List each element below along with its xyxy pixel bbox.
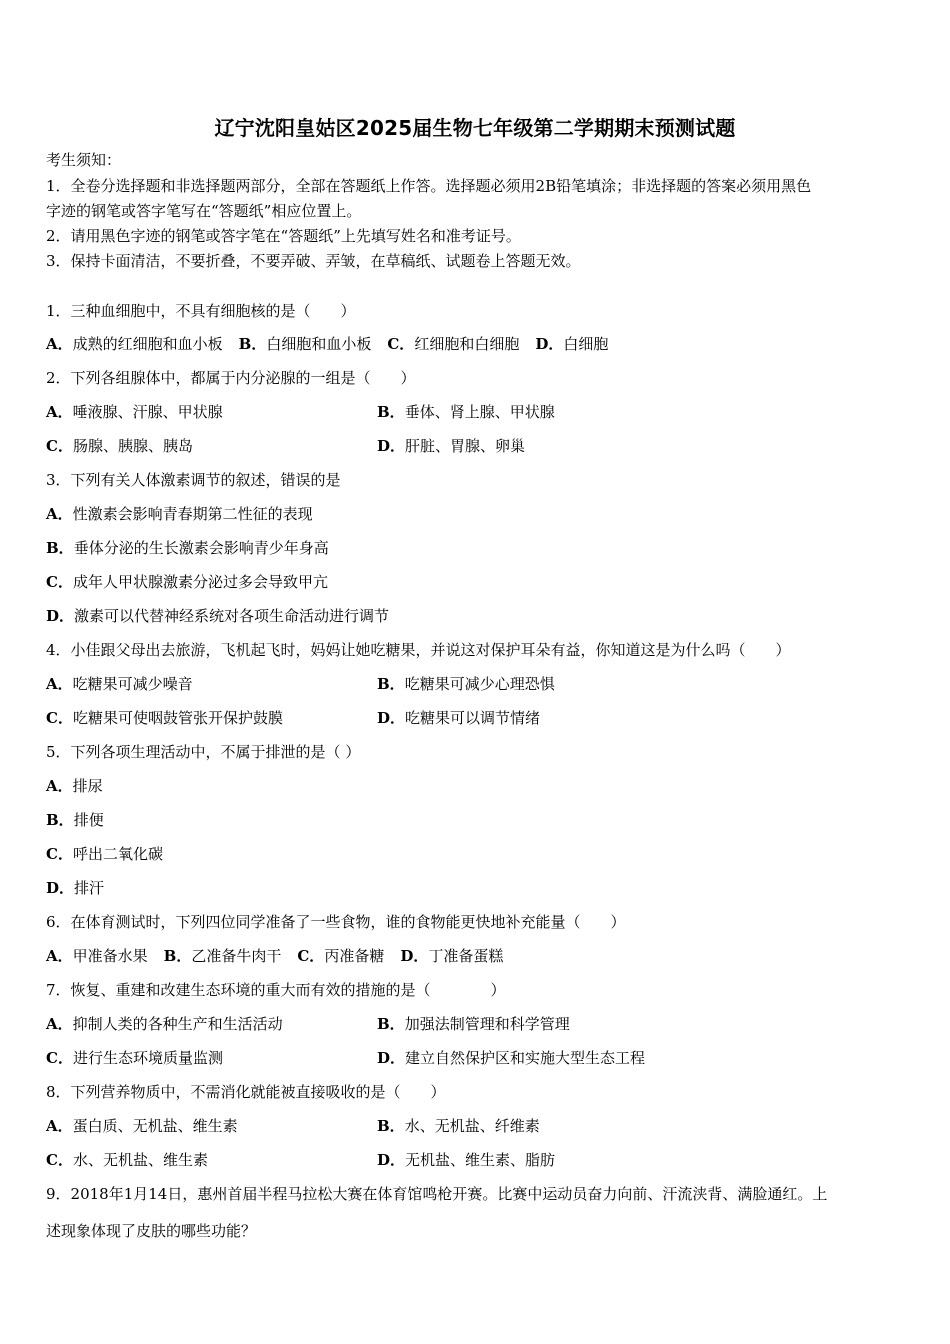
notice-line: 1．全卷分选择题和非选择题两部分，全部在答题纸上作答。选择题必须用2B铅笔填涂；非选择题的答案必须用黑色: [46, 177, 812, 195]
question-stem-continued: 述现象体现了皮肤的哪些功能？: [46, 1222, 257, 1240]
option-label: A．: [46, 947, 73, 965]
option-row: [46, 334, 608, 354]
option-text: 抑制人类的各种生产和生活活动: [72, 1015, 283, 1033]
option: [46, 1048, 223, 1068]
option: [46, 674, 193, 694]
option-label: B．: [163, 947, 192, 965]
option: [377, 1048, 645, 1068]
option: [46, 402, 223, 422]
option-label: D．: [46, 607, 75, 625]
option-label: B．: [46, 811, 74, 829]
option-row: [46, 946, 503, 966]
option: [46, 1150, 208, 1170]
notice-heading: 考生须知：: [46, 151, 122, 169]
option-text: 白细胞: [563, 335, 609, 353]
option-text: 唾液腺、汗腺、甲状腺: [72, 403, 223, 421]
option-label: A．: [46, 403, 73, 421]
option-label: A．: [46, 335, 73, 353]
option-text: 吃糖果可减少心理恐惧: [404, 675, 555, 693]
option-label: B．: [238, 335, 267, 353]
option: [46, 504, 313, 524]
option-label: D．: [377, 437, 406, 455]
option: [377, 402, 555, 422]
option-label: D．: [377, 1049, 406, 1067]
option-text: 蛋白质、无机盐、维生素: [72, 1117, 238, 1135]
option-label: D．: [377, 709, 406, 727]
option: [46, 436, 193, 456]
option-label: B．: [377, 403, 405, 421]
option: [46, 1116, 238, 1136]
option-text: 白细胞和血小板: [266, 335, 372, 353]
question-stem: 5．下列各项生理活动中，不属于排泄的是（ ）: [46, 743, 361, 761]
option: [46, 776, 103, 796]
option-text: 垂体、肾上腺、甲状腺: [404, 403, 555, 421]
option-label: A．: [46, 505, 73, 523]
option-label: B．: [377, 1015, 405, 1033]
question-stem: 7．恢复、重建和改建生态环境的重大而有效的措施的是（ ）: [46, 981, 506, 999]
option-text: 无机盐、维生素、脂肪: [405, 1151, 556, 1169]
option-text: 进行生态环境质量监测: [72, 1049, 223, 1067]
option-text: 吃糖果可使咽鼓管张开保护鼓膜: [72, 709, 283, 727]
option-text: 肠腺、胰腺、胰岛: [72, 437, 193, 455]
question-stem: 1．三种血细胞中，不具有细胞核的是（ ）: [46, 302, 356, 320]
notice-line: 2．请用黑色字迹的钢笔或答字笔在“答题纸”上先填写姓名和准考证号。: [46, 227, 521, 245]
option-label: B．: [46, 539, 74, 557]
option-label: A．: [46, 675, 73, 693]
option-label: A．: [46, 777, 73, 795]
option-label: C．: [46, 709, 73, 727]
option: [377, 1014, 570, 1034]
option-text: 排汗: [74, 879, 105, 897]
option-text: 乙准备牛肉干: [191, 947, 282, 965]
option-text: 垂体分泌的生长激素会影响青少年身高: [73, 539, 329, 557]
option-text: 建立自然保护区和实施大型生态工程: [405, 1049, 646, 1067]
option-text: 性激素会影响青春期第二性征的表现: [72, 505, 313, 523]
question-stem: 4．小佳跟父母出去旅游，飞机起飞时，妈妈让她吃糖果，并说这对保护耳朵有益，你知道这是为什么吗（ ）: [46, 641, 791, 659]
option-label: C．: [297, 947, 325, 965]
question-stem: 9．2018年1月14日，惠州首届半程马拉松大赛在体育馆鸣枪开赛。比赛中运动员奋力向前、汗流浃背、满脸通红。上: [46, 1185, 828, 1203]
option-label: C．: [46, 1049, 73, 1067]
option: [377, 708, 540, 728]
option-text: 肝脏、胃腺、卵巢: [405, 437, 526, 455]
option: [46, 878, 104, 898]
question-stem: 2．下列各组腺体中，都属于内分泌腺的一组是（ ）: [46, 369, 416, 387]
option-label: D．: [46, 879, 75, 897]
option-label: A．: [46, 1117, 73, 1135]
option: [46, 1014, 283, 1034]
option-text: 激素可以代替神经系统对各项生命活动进行调节: [74, 607, 390, 625]
option-label: C．: [46, 1151, 73, 1169]
option-text: 排尿: [72, 777, 103, 795]
option-label: C．: [46, 573, 73, 591]
option-label: D．: [535, 335, 564, 353]
option-label: C．: [46, 437, 73, 455]
notice-line: 字迹的钢笔或答字笔写在“答题纸”相应位置上。: [46, 202, 362, 220]
option-label: D．: [400, 947, 429, 965]
option-text: 甲准备水果: [72, 947, 148, 965]
question-stem: 8．下列营养物质中，不需消化就能被直接吸收的是（ ）: [46, 1083, 446, 1101]
option: [46, 572, 328, 592]
option-text: 水、无机盐、维生素: [72, 1151, 208, 1169]
option-text: 丁准备蛋糕: [428, 947, 504, 965]
question-stem: 6．在体育测试时，下列四位同学准备了一些食物，谁的食物能更快地补充能量（ ）: [46, 913, 626, 931]
option-text: 红细胞和白细胞: [414, 335, 520, 353]
option: [46, 708, 283, 728]
option-text: 加强法制管理和科学管理: [404, 1015, 570, 1033]
option-text: 成熟的红细胞和血小板: [72, 335, 223, 353]
question-stem: 3．下列有关人体激素调节的叙述，错误的是: [46, 471, 341, 489]
notice-line: 3．保持卡面清洁，不要折叠，不要弄破、弄皱，在草稿纸、试题卷上答题无效。: [46, 252, 581, 270]
option-text: 吃糖果可减少噪音: [72, 675, 193, 693]
option: [46, 606, 389, 626]
option-label: D．: [377, 1151, 406, 1169]
option-label: A．: [46, 1015, 73, 1033]
option: [46, 810, 104, 830]
option-label: C．: [387, 335, 415, 353]
option-text: 水、无机盐、纤维素: [404, 1117, 540, 1135]
option-label: B．: [377, 675, 405, 693]
option-text: 排便: [73, 811, 104, 829]
option-text: 丙准备糖: [324, 947, 385, 965]
option: [46, 844, 163, 864]
option-label: B．: [377, 1117, 405, 1135]
option-text: 成年人甲状腺激素分泌过多会导致甲亢: [72, 573, 328, 591]
option-text: 呼出二氧化碳: [72, 845, 163, 863]
page-title: 辽宁沈阳皇姑区2025届生物七年级第二学期期末预测试题: [214, 116, 736, 140]
option: [377, 1116, 540, 1136]
option-text: 吃糖果可以调节情绪: [405, 709, 541, 727]
option-label: C．: [46, 845, 73, 863]
option: [46, 538, 329, 558]
option: [377, 674, 555, 694]
option: [377, 436, 525, 456]
option: [377, 1150, 555, 1170]
